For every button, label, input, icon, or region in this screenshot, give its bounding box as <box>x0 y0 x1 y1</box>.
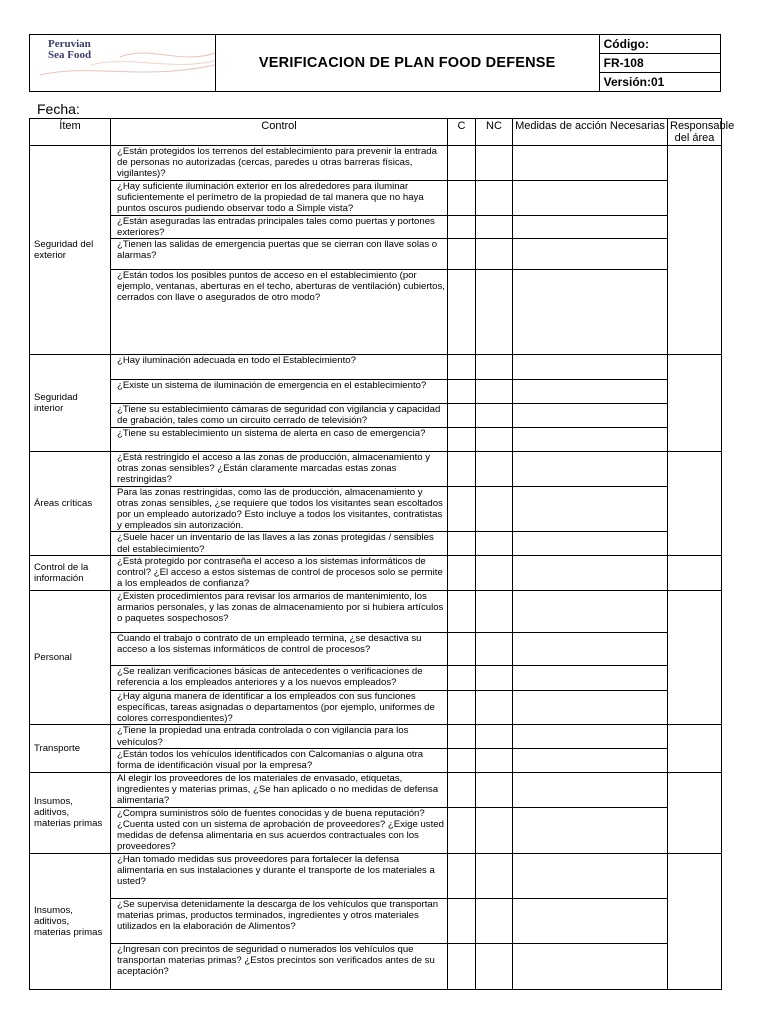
nc-checkbox-cell[interactable] <box>476 898 513 943</box>
table-row <box>30 180 722 215</box>
item-cell: Seguridad interior <box>30 355 111 452</box>
medidas-input-cell[interactable] <box>513 146 668 181</box>
table-row <box>30 532 722 555</box>
table-row <box>30 452 722 487</box>
c-checkbox-cell[interactable] <box>448 239 476 270</box>
control-cell: ¿Tiene su establecimiento cámaras de seguridad con vigilancia y capacidad de grabación, tales como un circuito cerrado de televisión? <box>111 404 448 428</box>
column-header-c: C <box>448 119 476 146</box>
medidas-input-cell[interactable] <box>513 665 668 690</box>
table-row <box>30 555 722 590</box>
table-row <box>30 590 722 632</box>
table-row <box>30 943 722 989</box>
nc-checkbox-cell[interactable] <box>476 239 513 270</box>
control-cell: ¿Está restringido el acceso a las zonas de producción, almacenamiento y otras zonas sensibles? ¿Están claramente marcadas estas zonas restringidas? <box>111 452 448 487</box>
control-cell: ¿Están todos los posibles puntos de acceso en el establecimiento (por ejemplo, ventanas, aberturas en el techo, aberturas de ventilación) cubiertos, cerrados con llave o asegurados de otro modo? <box>111 270 448 355</box>
medidas-input-cell[interactable] <box>513 532 668 555</box>
c-checkbox-cell[interactable] <box>448 146 476 181</box>
nc-checkbox-cell[interactable] <box>476 590 513 632</box>
c-checkbox-cell[interactable] <box>448 725 476 748</box>
control-cell: ¿Hay iluminación adecuada en todo el Establecimiento? <box>111 355 448 380</box>
responsable-input-cell[interactable] <box>668 853 722 989</box>
item-cell: Control de la información <box>30 555 111 590</box>
nc-checkbox-cell[interactable] <box>476 428 513 452</box>
medidas-input-cell[interactable] <box>513 239 668 270</box>
version-value: Versión:01 <box>599 73 720 92</box>
c-checkbox-cell[interactable] <box>448 943 476 989</box>
medidas-input-cell[interactable] <box>513 772 668 807</box>
c-checkbox-cell[interactable] <box>448 898 476 943</box>
c-checkbox-cell[interactable] <box>448 486 476 532</box>
control-cell: ¿Suele hacer un inventario de las llaves a las zonas protegidas / sensibles del establecimiento? <box>111 532 448 555</box>
column-header-medidas: Medidas de acción Necesarias <box>513 119 668 146</box>
medidas-input-cell[interactable] <box>513 725 668 748</box>
medidas-input-cell[interactable] <box>513 215 668 238</box>
control-cell: ¿Han tomado medidas sus proveedores para fortalecer la defensa alimentaria en sus instalaciones y durante el transporte de los materiales a usted? <box>111 853 448 898</box>
medidas-input-cell[interactable] <box>513 748 668 772</box>
responsable-input-cell[interactable] <box>668 146 722 355</box>
medidas-input-cell[interactable] <box>513 555 668 590</box>
table-row <box>30 404 722 428</box>
nc-checkbox-cell[interactable] <box>476 725 513 748</box>
c-checkbox-cell[interactable] <box>448 665 476 690</box>
medidas-input-cell[interactable] <box>513 590 668 632</box>
medidas-input-cell[interactable] <box>513 180 668 215</box>
date-label: Fecha: <box>37 101 80 117</box>
table-row <box>30 690 722 725</box>
column-header-control: Control <box>111 119 448 146</box>
checklist-table <box>29 118 735 990</box>
nc-checkbox-cell[interactable] <box>476 452 513 487</box>
nc-checkbox-cell[interactable] <box>476 215 513 238</box>
medidas-input-cell[interactable] <box>513 690 668 725</box>
control-cell: Al elegir los proveedores de los materiales de envasado, etiquetas, ingredientes y materias primas, ¿Se han aplicado o no medidas de defensa alimentaria? <box>111 772 448 807</box>
medidas-input-cell[interactable] <box>513 452 668 487</box>
medidas-input-cell[interactable] <box>513 807 668 853</box>
c-checkbox-cell[interactable] <box>448 555 476 590</box>
c-checkbox-cell[interactable] <box>448 180 476 215</box>
c-checkbox-cell[interactable] <box>448 270 476 355</box>
table-row <box>30 355 722 380</box>
c-checkbox-cell[interactable] <box>448 215 476 238</box>
table-row <box>30 853 722 898</box>
code-label: Código: <box>599 35 720 54</box>
control-cell: ¿Están todos los vehículos identificados con Calcomanías o alguna otra forma de identificación visual por la empresa? <box>111 748 448 772</box>
control-cell: ¿Están aseguradas las entradas principales tales como puertas y portones exteriores? <box>111 215 448 238</box>
control-cell: ¿Tiene su establecimiento un sistema de alerta en caso de emergencia? <box>111 428 448 452</box>
nc-checkbox-cell[interactable] <box>476 632 513 665</box>
c-checkbox-cell[interactable] <box>448 380 476 404</box>
item-cell: Insumos, aditivos, materias primas <box>30 772 111 853</box>
nc-checkbox-cell[interactable] <box>476 270 513 355</box>
item-cell: Transporte <box>30 725 111 772</box>
control-cell: ¿Hay suficiente iluminación exterior en los alrededores para iluminar suficientemente el perímetro de la propiedad de tal manera que no haya puntos oscuros pudiendo observar todo a Simple vista? <box>111 180 448 215</box>
control-cell: Cuando el trabajo o contrato de un empleado termina, ¿se desactiva su acceso a los sistemas informáticos de control de procesos? <box>111 632 448 665</box>
medidas-input-cell[interactable] <box>513 404 668 428</box>
medidas-input-cell[interactable] <box>513 853 668 898</box>
c-checkbox-cell[interactable] <box>448 853 476 898</box>
table-row <box>30 748 722 772</box>
control-cell: ¿Se realizan verificaciones básicas de antecedentes o verificaciones de referencia a los empleados anteriores y a los nuevos empleados? <box>111 665 448 690</box>
control-cell: ¿Compra suministros sólo de fuentes conocidas y de buena reputación? ¿Cuenta usted con un sistema de aprobación de proveedores? ¿Exige usted medidas de defensa alimentaria en sus acuerdos contractuales con los proveedores? <box>111 807 448 853</box>
c-checkbox-cell[interactable] <box>448 748 476 772</box>
table-row <box>30 665 722 690</box>
table-row <box>30 215 722 238</box>
item-cell: Personal <box>30 590 111 725</box>
c-checkbox-cell[interactable] <box>448 428 476 452</box>
control-cell: ¿Está protegido por contraseña el acceso a los sistemas informáticos de control? ¿El acceso a estos sistemas de control de procesos solo se permite a los empleados de confianza? <box>111 555 448 590</box>
c-checkbox-cell[interactable] <box>448 404 476 428</box>
table-row <box>30 632 722 665</box>
c-checkbox-cell[interactable] <box>448 590 476 632</box>
table-row <box>30 807 722 853</box>
nc-checkbox-cell[interactable] <box>476 748 513 772</box>
medidas-input-cell[interactable] <box>513 898 668 943</box>
nc-checkbox-cell[interactable] <box>476 665 513 690</box>
nc-checkbox-cell[interactable] <box>476 146 513 181</box>
nc-checkbox-cell[interactable] <box>476 380 513 404</box>
responsable-input-cell[interactable] <box>668 452 722 556</box>
table-row <box>30 146 722 181</box>
table-row <box>30 239 722 270</box>
logo-cell <box>30 35 216 92</box>
table-row <box>30 270 722 355</box>
c-checkbox-cell[interactable] <box>448 690 476 725</box>
c-checkbox-cell[interactable] <box>448 452 476 487</box>
table-row <box>30 380 722 404</box>
responsable-input-cell[interactable] <box>668 725 722 772</box>
table-row <box>30 428 722 452</box>
document-header <box>29 34 721 92</box>
control-cell: ¿Están protegidos los terrenos del establecimiento para prevenir la entrada de personas no autorizadas (cercas, paredes u otras barreras físicas, vigilantes)? <box>111 146 448 181</box>
nc-checkbox-cell[interactable] <box>476 180 513 215</box>
column-header-item: Ítem <box>30 119 111 146</box>
item-cell: Seguridad del exterior <box>30 146 111 355</box>
nc-checkbox-cell[interactable] <box>476 404 513 428</box>
responsable-input-cell[interactable] <box>668 555 722 590</box>
control-cell: ¿Existen procedimientos para revisar los armarios de mantenimiento, los armarios personales, y las zonas de almacenamiento por si hubiera artículos o paquetes sospechosos? <box>111 590 448 632</box>
control-cell: ¿Tiene la propiedad una entrada controlada o con vigilancia para los vehículos? <box>111 725 448 748</box>
nc-checkbox-cell[interactable] <box>476 555 513 590</box>
table-row <box>30 898 722 943</box>
nc-checkbox-cell[interactable] <box>476 772 513 807</box>
nc-checkbox-cell[interactable] <box>476 807 513 853</box>
nc-checkbox-cell[interactable] <box>476 853 513 898</box>
c-checkbox-cell[interactable] <box>448 807 476 853</box>
column-header-nc: NC <box>476 119 513 146</box>
item-cell: Áreas críticas <box>30 452 111 556</box>
table-row <box>30 486 722 532</box>
responsable-input-cell[interactable] <box>668 355 722 452</box>
responsable-input-cell[interactable] <box>668 772 722 853</box>
nc-checkbox-cell[interactable] <box>476 690 513 725</box>
control-cell: ¿Hay alguna manera de identificar a los empleados con sus funciones específicas, tareas asignadas o departamentos (por ejemplo, uniformes de colores correspondientes)? <box>111 690 448 725</box>
medidas-input-cell[interactable] <box>513 486 668 532</box>
medidas-input-cell[interactable] <box>513 632 668 665</box>
medidas-input-cell[interactable] <box>513 355 668 380</box>
nc-checkbox-cell[interactable] <box>476 943 513 989</box>
c-checkbox-cell[interactable] <box>448 632 476 665</box>
table-row <box>30 772 722 807</box>
medidas-input-cell[interactable] <box>513 943 668 989</box>
medidas-input-cell[interactable] <box>513 270 668 355</box>
c-checkbox-cell[interactable] <box>448 355 476 380</box>
nc-checkbox-cell[interactable] <box>476 355 513 380</box>
table-row <box>30 725 722 748</box>
medidas-input-cell[interactable] <box>513 428 668 452</box>
control-cell: ¿Tienen las salidas de emergencia puertas que se cierran con llave solas o alarmas? <box>111 239 448 270</box>
medidas-input-cell[interactable] <box>513 380 668 404</box>
column-header-responsable: Responsable del área <box>668 119 722 146</box>
nc-checkbox-cell[interactable] <box>476 532 513 555</box>
control-cell: ¿Se supervisa detenidamente la descarga de los vehículos que transportan materias primas, productos terminados, ingredientes y otros materiales utilizados en la elaboración de Alimentos? <box>111 898 448 943</box>
company-logo: Peruvian Sea Food <box>48 38 92 61</box>
code-value: FR-108 <box>599 54 720 73</box>
c-checkbox-cell[interactable] <box>448 772 476 807</box>
responsable-input-cell[interactable] <box>668 590 722 725</box>
c-checkbox-cell[interactable] <box>448 532 476 555</box>
item-cell: Insumos, aditivos, materias primas <box>30 853 111 989</box>
control-cell: ¿Ingresan con precintos de seguridad o numerados los vehículos que transportan materias primas? ¿Estos precintos son verificados antes de su aceptación? <box>111 943 448 989</box>
control-cell: ¿Existe un sistema de iluminación de emergencia en el establecimiento? <box>111 380 448 404</box>
control-cell: Para las zonas restringidas, como las de producción, almacenamiento y otras zonas sensibles, ¿se requiere que todos los visitantes sean escoltados por un empleado autorizado? Esto incluye a todos los visitantes, contratistas y empleados sin autorización. <box>111 486 448 532</box>
document-title: VERIFICACION DE PLAN FOOD DEFENSE <box>215 35 599 92</box>
nc-checkbox-cell[interactable] <box>476 486 513 532</box>
